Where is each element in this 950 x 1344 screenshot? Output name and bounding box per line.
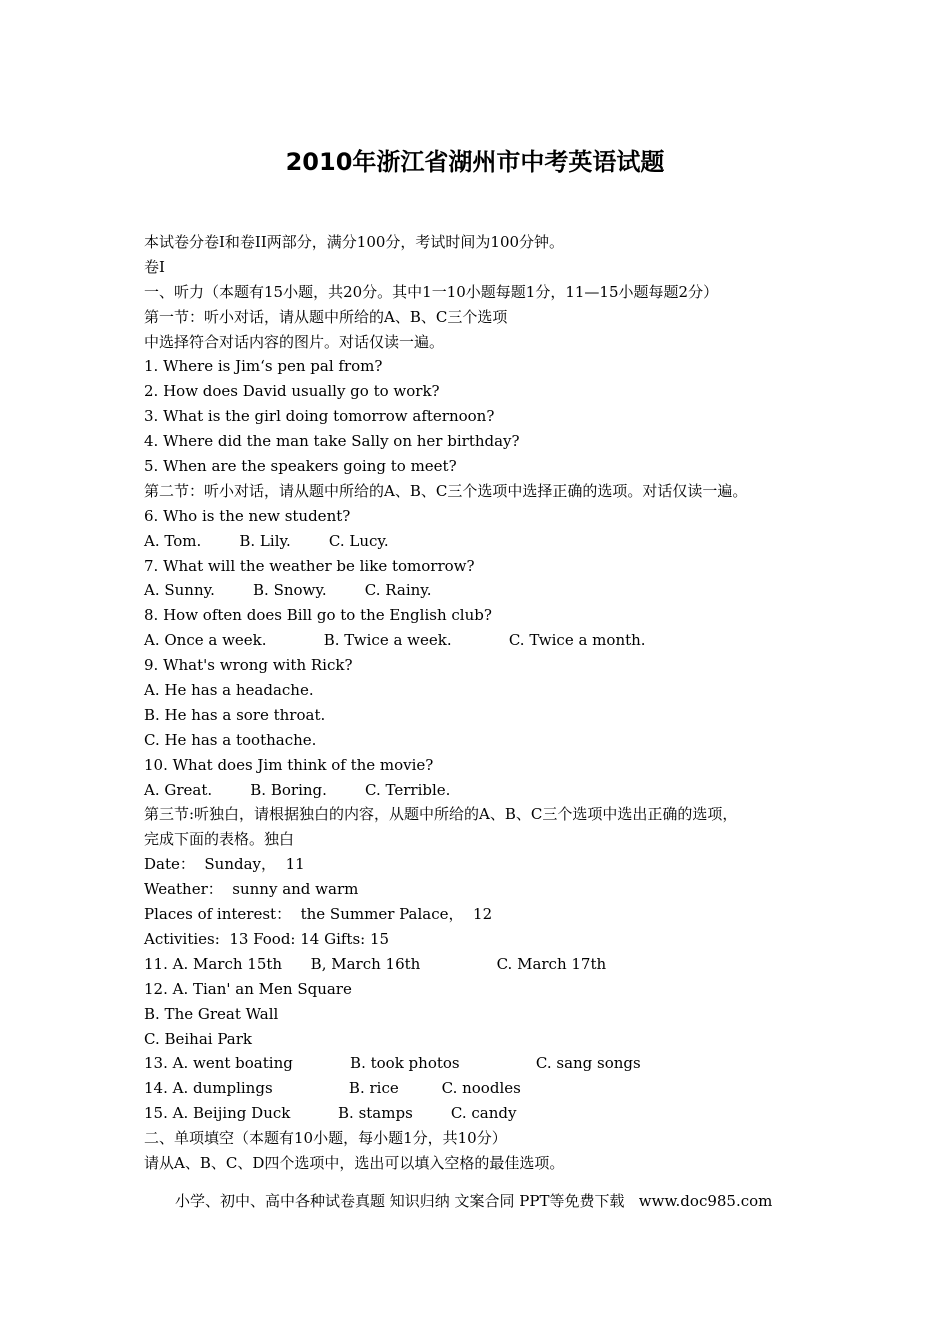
text-line: 本试卷分卷I和卷II两部分，满分100分，考试时间为100分钟。 (144, 233, 565, 251)
text-line: Places of interest： the Summer Palace， 12 (144, 905, 493, 924)
text-line: 4. Where did the man take Sally on her birthday? (144, 432, 520, 451)
text-line: 第一节：听小对话，请从题中所给的A、B、C三个选项 (144, 307, 508, 326)
text-line: 1. Where is Jim‘s pen pal from? (144, 357, 383, 376)
text-line: 11. A. March 15th B, March 16th C. March 17th (144, 954, 607, 973)
text-line: 9. What's wrong with Rick? (144, 656, 353, 675)
text-line: A. Tom. B. Lily. C. Lucy. (144, 531, 389, 550)
text-line: 2. How does David usually go to work? (144, 382, 440, 401)
text-line: Date： Sunday， 11 (144, 855, 305, 874)
text-line: C. Beihai Park (144, 1029, 252, 1048)
text-line: B. He has a sore throat. (144, 705, 326, 724)
page-footer: 小学、初中、高中各种试卷真题 知识归纳 文案合同 PPT等免费下载 www.doc985.com (175, 1192, 773, 1210)
text-line: Activities: 13 Food: 14 Gifts: 15 (144, 929, 390, 948)
text-line: 二、单项填空（本题有10小题，每小题1分，共10分） (144, 1129, 507, 1148)
text-line: A. Great. B. Boring. C. Terrible. (144, 780, 451, 799)
text-line: C. He has a toothache. (144, 730, 317, 749)
text-line: 7. What will the weather be like tomorrow? (144, 556, 475, 575)
text-line: Weather： sunny and warm (144, 880, 359, 899)
text-line: 12. A. Tian' an Men Square (144, 979, 352, 998)
text-line: 中选择符合对话内容的图片。对话仅读一遍。 (144, 332, 445, 351)
text-line: A. Sunny. B. Snowy. C. Rainy. (144, 581, 432, 600)
text-line: 5. When are the speakers going to meet? (144, 457, 457, 476)
text-line: 3. What is the girl doing tomorrow afternoon? (144, 407, 495, 426)
text-line: 13. A. went boating B. took photos C. sang songs (144, 1054, 641, 1073)
text-line: 14. A. dumplings B. rice C. noodles (144, 1079, 521, 1098)
text-line: 第三节:听独白，请根据独白的内容，从题中所给的A、B、C三个选项中选出正确的选项， (144, 805, 738, 824)
text-line: 一、听力（本题有15小题，共20分。其中1一10小题每题1分，11—15小题每题2分） (144, 282, 719, 301)
text-line: 请从A、B、C、D四个选项中，选出可以填入空格的最佳选项。 (144, 1153, 565, 1172)
text-line: 10. What does Jim think of the movie? (144, 755, 434, 774)
text-line: 6. Who is the new student? (144, 506, 351, 525)
text-line: A. He has a headache. (144, 681, 314, 700)
text-line: A. Once a week. B. Twice a week. C. Twice a month. (144, 631, 646, 650)
text-line: 卷I (144, 257, 165, 276)
document-title: 2010年浙江省湖州市中考英语试题 (285, 148, 665, 176)
text-line: 第二节：听小对话，请从题中所给的A、B、C三个选项中选择正确的选项。对话仅读一遍。 (144, 481, 748, 500)
text-line: B. The Great Wall (144, 1004, 279, 1023)
text-line: 15. A. Beijing Duck B. stamps C. candy (144, 1104, 517, 1123)
text-line: 完成下面的表格。独白 (144, 830, 295, 849)
document-body (144, 230, 834, 1176)
text-line: 8. How often does Bill go to the English club? (144, 606, 492, 625)
